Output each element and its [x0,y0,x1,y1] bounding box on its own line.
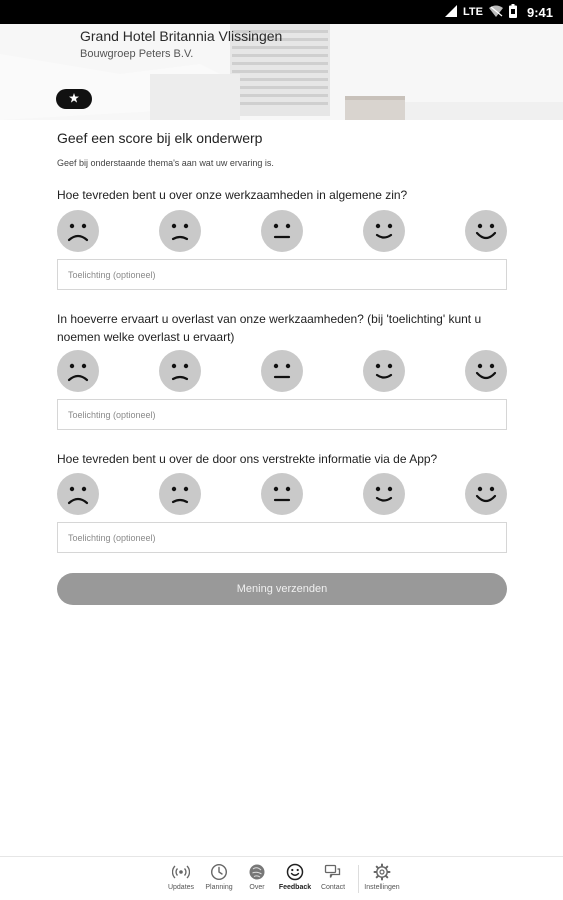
nav-item-contact[interactable] [313,863,353,891]
nav-item-planning[interactable] [199,863,239,891]
project-company: Bouwgroep Peters B.V. [80,48,194,60]
neutral-face-icon[interactable] [261,350,303,392]
nav-divider [358,865,359,893]
battery-icon [509,4,517,21]
nav-item-instellingen[interactable] [362,863,402,891]
status-bar [0,0,563,24]
neutral-face-icon[interactable] [261,473,303,515]
sad-face-icon[interactable] [159,210,201,252]
gear-icon [362,863,402,881]
smiley-icon [275,863,315,881]
info-icon [237,863,277,881]
rating-row [57,350,507,392]
network-type: LTE [463,6,483,18]
chat-icon [313,863,353,881]
rating-row [57,210,507,252]
happy-face-icon[interactable] [363,210,405,252]
broadcast-icon [161,863,201,881]
very-happy-face-icon[interactable] [465,350,507,392]
nav-item-over[interactable] [237,863,277,891]
star-icon [69,93,79,105]
neutral-face-icon[interactable] [261,210,303,252]
comment-field[interactable] [57,399,507,430]
clock-time: 9:41 [526,4,553,20]
project-title: Grand Hotel Britannia Vlissingen [80,28,283,44]
clock-icon [199,863,239,881]
nav-label: Feedback [278,884,312,891]
very-happy-face-icon[interactable] [465,210,507,252]
sad-face-icon[interactable] [159,473,201,515]
happy-face-icon[interactable] [363,473,405,515]
bottom-navigation [0,856,563,900]
nav-label: Updates [167,884,195,891]
question-text: In hoeverre ervaart u overlast van onze werkzaamheden? (bij 'toelichting' kunt u noemen welke overlast u ervaart) [57,312,482,344]
happy-face-icon[interactable] [363,350,405,392]
nav-label: Contact [320,884,346,891]
very-happy-face-icon[interactable] [465,473,507,515]
rating-row [57,473,507,515]
submit-feedback-button[interactable]: Mening verzenden [57,573,507,605]
nav-label: Over [249,884,265,891]
comment-field[interactable] [57,522,507,553]
very-sad-face-icon[interactable] [57,210,99,252]
nav-item-feedback[interactable] [275,863,315,891]
sad-face-icon[interactable] [159,350,201,392]
status-icons [445,3,553,21]
question-text: Hoe tevreden bent u over onze werkzaamheden in algemene zin? [57,188,408,202]
wifi-icon [489,5,503,20]
signal-icon [445,5,457,20]
very-sad-face-icon[interactable] [57,473,99,515]
question-text: Hoe tevreden bent u over de door ons verstrekte informatie via de App? [57,452,438,466]
favorite-badge[interactable] [56,89,92,109]
feedback-title: Geef een score bij elk onderwerp [57,130,263,146]
very-sad-face-icon[interactable] [57,350,99,392]
feedback-subtitle: Geef bij onderstaande thema's aan wat uw ervaring is. [57,158,274,168]
comment-field[interactable] [57,259,507,290]
nav-label: Instellingen [364,884,400,891]
nav-item-updates[interactable] [161,863,201,891]
nav-label: Planning [205,884,233,891]
project-header [0,24,563,120]
